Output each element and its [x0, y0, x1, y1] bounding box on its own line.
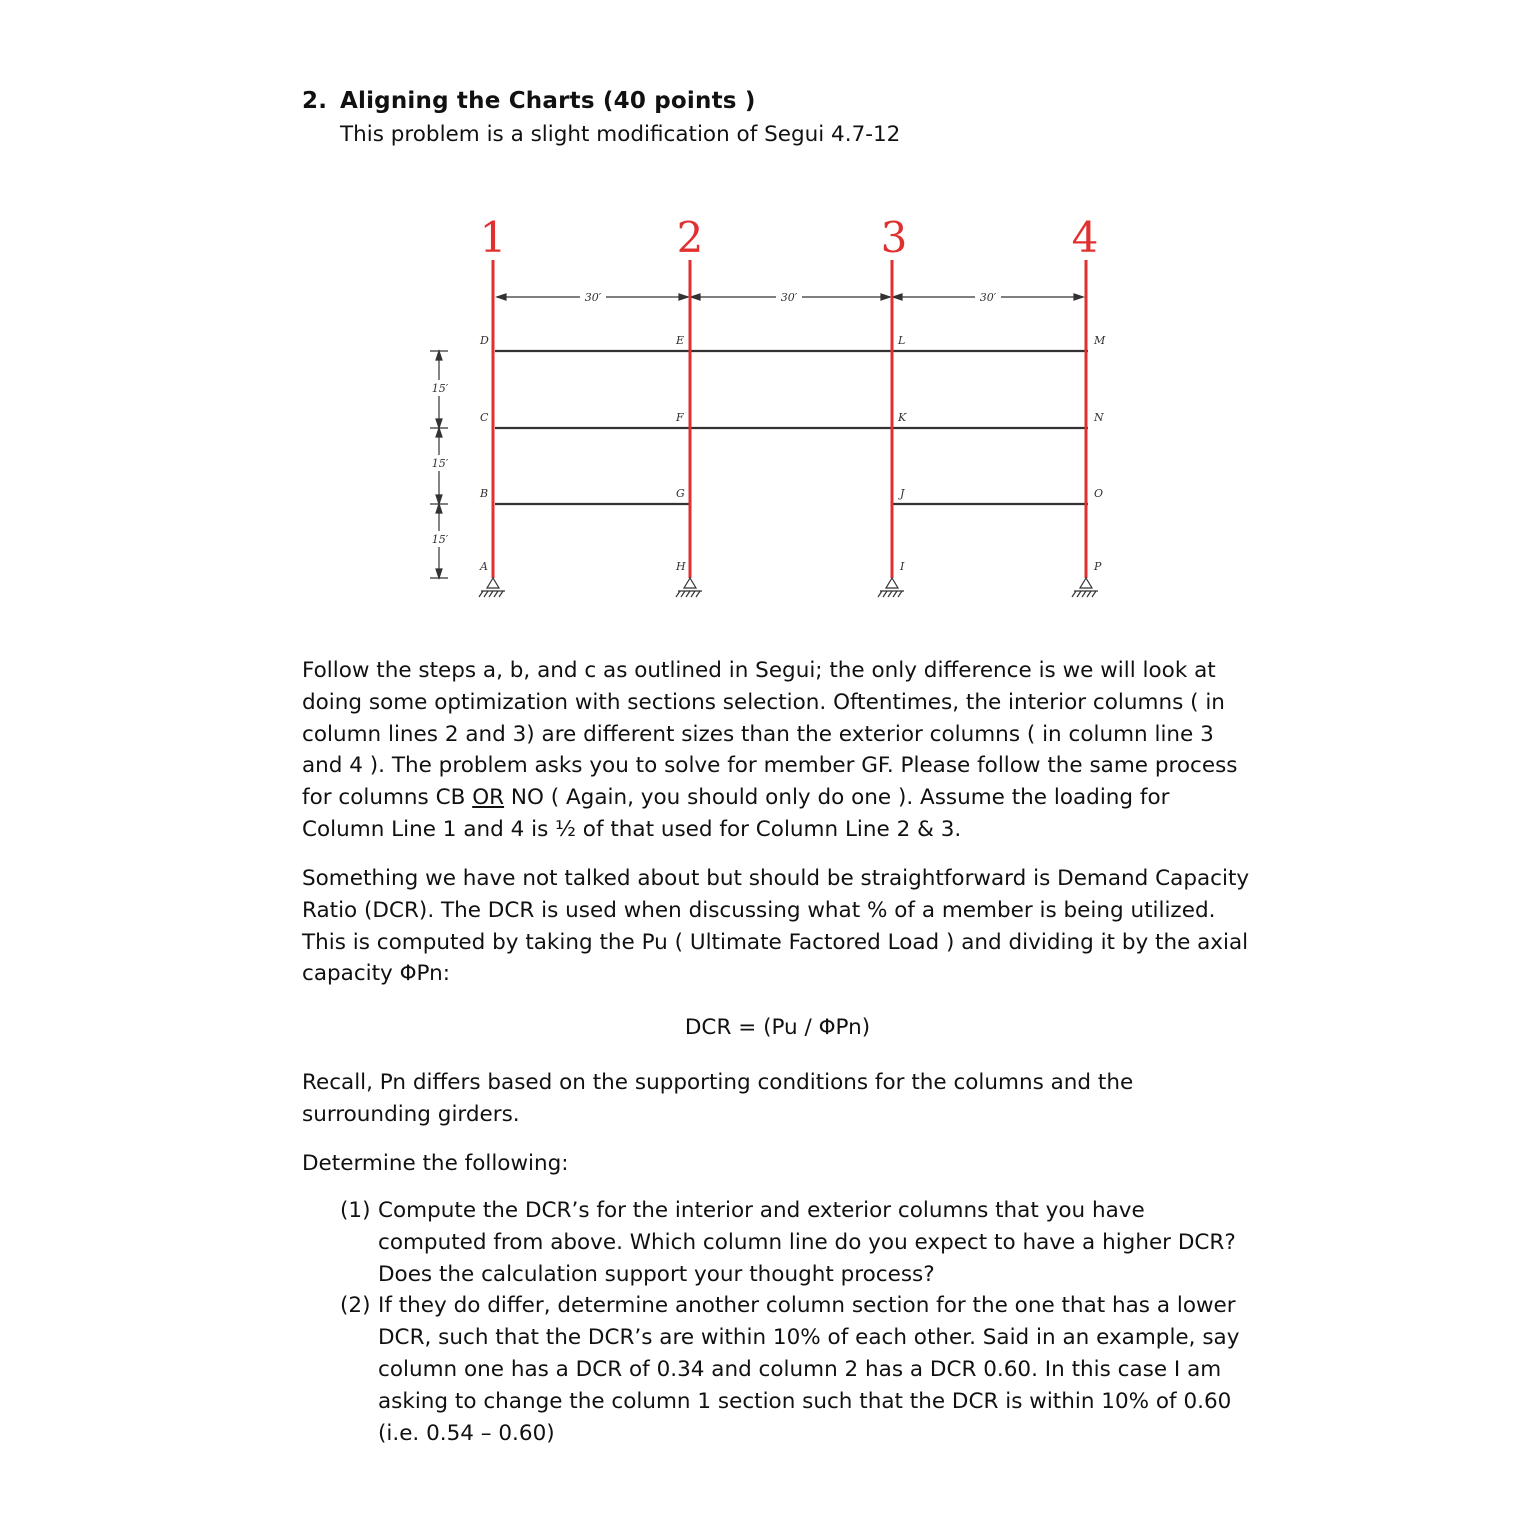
question-list — [340, 1195, 1260, 1449]
paragraph-recall: Recall, Pn differs based on the supporting conditions for the columns and the surrounding girders. — [302, 1070, 1134, 1127]
node-label-g: G — [676, 487, 685, 500]
columns — [493, 260, 1086, 578]
story-dim-1: 15′ — [431, 382, 449, 395]
paragraph-steps-part2: NO ( Again, you should only do one ). Assume the loading for Column Line 1 and 4 is ½ of that used for Column Line 2 & 3. — [302, 785, 1170, 842]
node-label-i: I — [900, 560, 905, 573]
problem-heading — [302, 88, 756, 114]
dcr-formula: DCR = (Pu / ΦPn) — [684, 1015, 871, 1040]
node-label-j: J — [900, 487, 905, 500]
node-label-l: L — [898, 334, 906, 347]
gridline-label-2: 2 — [676, 213, 704, 262]
node-label-b: B — [480, 487, 489, 500]
story-dim-2: 15′ — [431, 457, 449, 470]
pin-supports — [479, 578, 1098, 597]
story-dim-3: 15′ — [431, 533, 449, 546]
node-label-f: F — [676, 411, 684, 424]
node-label-k: K — [898, 411, 907, 424]
node-label-a: A — [480, 560, 488, 573]
question-item — [340, 1290, 1260, 1449]
paragraph-dcr: Something we have not talked about but should be straightforward is Demand Capacity Ratio (DCR). The DCR is used when discussing what % of a member is being utilized. This is computed by taking the Pu ( Ultimate Factored Load ) and dividing it by the axial capacity ΦPn: — [302, 866, 1250, 987]
node-label-c: C — [480, 411, 489, 424]
node-label-e: E — [676, 334, 685, 347]
gridline-label-3: 3 — [880, 213, 908, 262]
bay-dim-3: 30′ — [979, 291, 997, 304]
paragraph-steps — [302, 655, 1252, 846]
question-item — [340, 1195, 1260, 1290]
gridline-label-1: 1 — [479, 213, 507, 262]
problem-number: 2. — [302, 88, 328, 114]
node-label-o: O — [1094, 487, 1104, 500]
or-emphasis: OR — [472, 785, 505, 811]
node-label-n: N — [1094, 411, 1104, 424]
problem-title: Aligning the Charts (40 points ) — [340, 88, 756, 114]
node-label-m: M — [1094, 334, 1106, 347]
node-label-h: H — [676, 560, 686, 573]
question-text: If they do differ, determine another column section for the one that has a lower DCR, such that the DCR’s are within 10% of each other. Said in an example, say column one has a DCR of 0.34 and column 2 has a DCR 0.60. In this case I am asking to change the column 1 section such that the DCR is within 10% of 0.60 (i.e. 0.54 – 0.60) — [378, 1293, 1240, 1446]
node-label-p: P — [1094, 560, 1102, 573]
gridline-label-4: 4 — [1071, 213, 1099, 262]
paragraph-determine: Determine the following: — [302, 1151, 569, 1176]
question-marker: (1) — [340, 1198, 371, 1223]
paragraph-steps-part1: Follow the steps a, b, and c as outlined in Segui; the only difference is we will look at doing some optimization with sections selection. Oftentimes, the interior columns ( in column lines 2 and 3) are different sizes than the exterior columns ( in column line 3 and 4 ). The problem asks you to solve for member GF. Please follow the same process for columns CB — [302, 658, 1238, 811]
frame-figure — [400, 200, 1140, 620]
question-text: Compute the DCR’s for the interior and exterior columns that you have computed from above. Which column line do you expect to have a higher DCR? Does the calculation support your thought process? — [378, 1198, 1236, 1287]
bay-dim-1: 30′ — [584, 291, 602, 304]
beams — [495, 351, 1088, 504]
bay-dim-2: 30′ — [780, 291, 798, 304]
problem-subtitle: This problem is a slight modification of Segui 4.7-12 — [340, 122, 901, 147]
node-label-d: D — [480, 334, 489, 347]
question-marker: (2) — [340, 1293, 371, 1319]
